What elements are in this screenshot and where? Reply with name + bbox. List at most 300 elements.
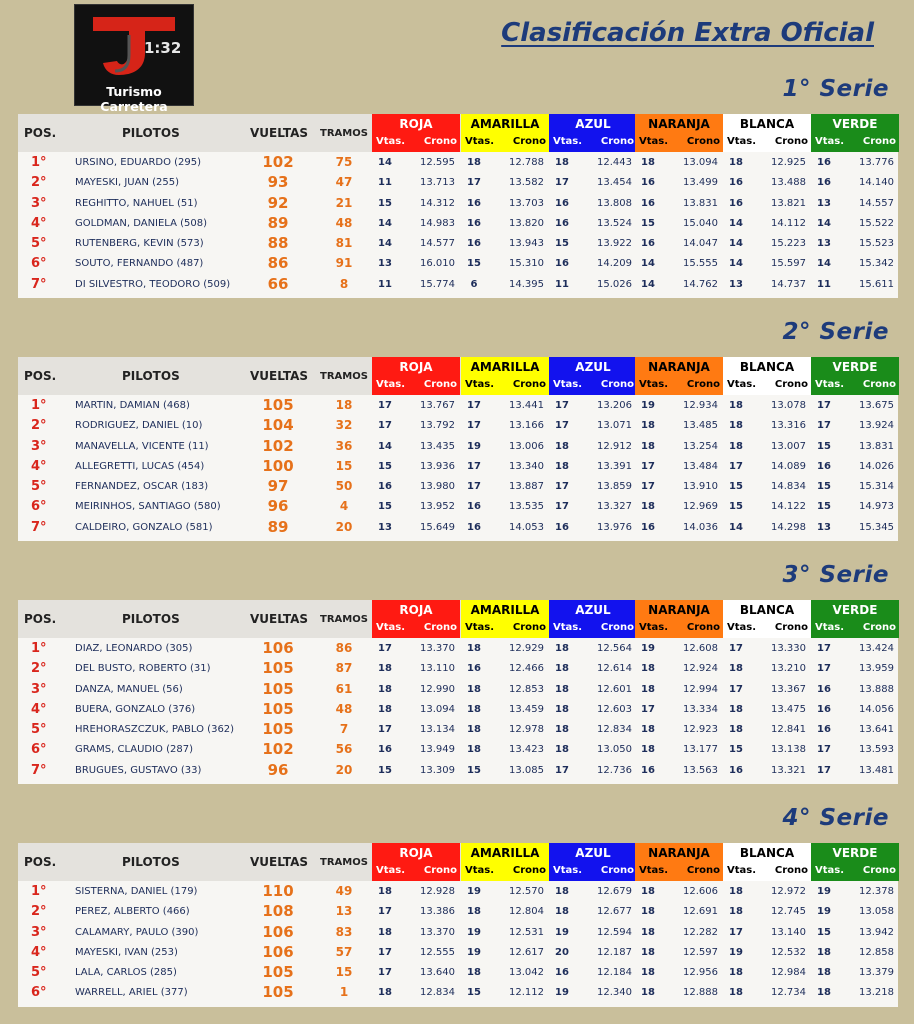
row-lane-vueltas: 17	[467, 481, 481, 493]
row-lane-crono: 13.481	[859, 764, 894, 776]
row-lane-crono: 13.943	[509, 238, 544, 250]
row-lane-vueltas: 17	[467, 177, 481, 189]
row-lane-vueltas: 13	[729, 278, 743, 290]
row-vueltas: 96	[267, 760, 289, 779]
row-piloto: DIAZ, LEONARDO (305)	[75, 643, 193, 654]
serie-title: 2° Serie	[782, 319, 889, 345]
row-tramos: 4	[339, 499, 349, 514]
row-tramos: 49	[335, 884, 353, 898]
serie-title: 1° Serie	[782, 76, 889, 102]
row-lane-crono: 13.007	[771, 440, 806, 452]
row-lane-vueltas: 19	[467, 886, 481, 897]
lane-crono-label: Crono	[686, 622, 720, 633]
row-lane-vueltas: 17	[378, 420, 392, 432]
lane-vtas-label: Vtas.	[639, 379, 669, 390]
lane-name: ROJA	[399, 117, 433, 131]
row-position: 3°	[31, 438, 47, 454]
row-lane-crono: 14.298	[771, 521, 806, 533]
row-lane-vueltas: 18	[467, 744, 481, 756]
row-tramos: 21	[335, 195, 353, 210]
row-tramos: 83	[335, 924, 353, 939]
row-piloto: MAYESKI, IVAN (253)	[75, 946, 178, 958]
header-pilotos: PILOTOS	[122, 612, 180, 626]
row-lane-crono: 13.485	[683, 420, 718, 432]
row-lane-crono: 12.934	[683, 400, 718, 411]
row-lane-vueltas: 13	[817, 197, 831, 209]
lane-vtas-label: Vtas.	[639, 622, 669, 633]
lane-crono-label: Crono	[774, 136, 808, 147]
logo-brand-text: Turismo Carretera	[100, 84, 168, 114]
row-lane-vueltas: 14	[729, 238, 743, 250]
row-lane-vueltas: 15	[729, 744, 743, 756]
row-lane-vueltas: 18	[729, 886, 743, 897]
row-vueltas: 102	[262, 436, 294, 455]
row-piloto: GRAMS, CLAUDIO (287)	[75, 744, 193, 756]
row-lane-vueltas: 14	[641, 278, 655, 290]
lane-header-amarilla	[461, 843, 549, 881]
row-position: 4°	[31, 215, 47, 231]
row-lane-vueltas: 16	[555, 967, 569, 979]
row-tramos: 48	[335, 701, 353, 716]
row-lane-crono: 15.522	[859, 217, 894, 229]
row-tramos: 7	[339, 722, 349, 737]
header-pos: POS.	[24, 126, 57, 140]
lane-crono-label: Crono	[423, 865, 457, 876]
lane-vtas-label: Vtas.	[465, 865, 495, 876]
row-lane-crono: 13.776	[859, 157, 894, 168]
row-lane-crono: 13.254	[683, 440, 718, 452]
row-lane-crono: 12.595	[420, 157, 455, 168]
row-lane-vueltas: 19	[555, 926, 569, 938]
lane-vtas-label: Vtas.	[376, 136, 406, 147]
row-lane-crono: 13.340	[509, 460, 544, 472]
row-lane-vueltas: 18	[467, 157, 481, 168]
lane-header-amarilla	[461, 114, 549, 152]
row-lane-vueltas: 11	[555, 278, 569, 290]
lane-crono-label: Crono	[600, 136, 634, 147]
table-header	[18, 357, 898, 395]
row-lane-crono: 13.367	[771, 683, 806, 695]
lane-name: NARANJA	[648, 846, 710, 860]
lane-crono-label: Crono	[600, 622, 634, 633]
lane-name: ROJA	[399, 360, 433, 374]
lane-crono-label: Crono	[512, 136, 546, 147]
row-lane-crono: 13.922	[597, 238, 632, 250]
row-lane-vueltas: 18	[641, 157, 655, 168]
row-lane-vueltas: 17	[817, 400, 831, 411]
row-lane-vueltas: 16	[729, 764, 743, 776]
row-lane-vueltas: 15	[378, 764, 392, 776]
lane-header-roja	[372, 843, 460, 881]
lane-header-naranja	[635, 843, 723, 881]
row-lane-crono: 12.788	[509, 157, 544, 168]
row-lane-vueltas: 14	[641, 258, 655, 270]
row-lane-vueltas: 17	[555, 764, 569, 776]
row-lane-crono: 12.994	[683, 683, 718, 695]
header-pos: POS.	[24, 612, 57, 626]
row-lane-crono: 13.888	[859, 683, 894, 695]
lane-crono-label: Crono	[512, 865, 546, 876]
row-lane-vueltas: 19	[641, 400, 655, 411]
row-lane-crono: 12.841	[771, 724, 806, 736]
row-lane-crono: 14.557	[859, 197, 894, 209]
lane-vtas-label: Vtas.	[727, 379, 757, 390]
row-lane-crono: 13.499	[683, 177, 718, 189]
row-lane-crono: 12.614	[597, 663, 632, 675]
row-lane-vueltas: 15	[817, 926, 831, 938]
row-vueltas: 92	[267, 193, 289, 212]
header-tramos: TRAMOS	[320, 371, 368, 382]
row-lane-crono: 13.475	[771, 703, 806, 715]
row-lane-crono: 12.978	[509, 724, 544, 736]
row-lane-vueltas: 17	[378, 946, 392, 958]
row-lane-crono: 13.767	[420, 400, 455, 411]
row-lane-crono: 13.327	[597, 501, 632, 513]
row-lane-crono: 13.370	[420, 643, 455, 654]
row-lane-vueltas: 13	[378, 521, 392, 533]
row-lane-vueltas: 18	[641, 683, 655, 695]
row-lane-vueltas: 18	[555, 724, 569, 736]
row-lane-crono: 12.736	[597, 764, 632, 776]
row-lane-vueltas: 18	[378, 683, 392, 695]
row-lane-crono: 15.223	[771, 238, 806, 250]
row-lane-vueltas: 17	[467, 420, 481, 432]
row-lane-crono: 13.138	[771, 744, 806, 756]
row-lane-vueltas: 17	[641, 703, 655, 715]
table-row	[18, 233, 898, 253]
row-lane-crono: 13.177	[683, 744, 718, 756]
row-lane-vueltas: 17	[467, 400, 481, 411]
lane-header-verde	[811, 600, 899, 638]
row-piloto: HREHORASZCZUK, PABLO (362)	[75, 724, 235, 736]
header-pilotos: PILOTOS	[122, 855, 180, 869]
row-lane-vueltas: 18	[641, 926, 655, 938]
row-lane-vueltas: 13	[378, 258, 392, 270]
lane-crono-label: Crono	[862, 865, 896, 876]
row-lane-crono: 15.026	[597, 278, 632, 290]
row-lane-vueltas: 17	[729, 460, 743, 472]
row-lane-vueltas: 17	[729, 683, 743, 695]
row-lane-crono: 13.435	[420, 440, 455, 452]
row-piloto: BUERA, GONZALO (376)	[75, 703, 196, 715]
row-lane-crono: 14.056	[859, 703, 894, 715]
row-lane-crono: 13.454	[597, 177, 632, 189]
lane-header-naranja	[635, 357, 723, 395]
row-lane-vueltas: 18	[555, 440, 569, 452]
row-lane-vueltas: 18	[467, 683, 481, 695]
row-lane-crono: 12.912	[597, 440, 632, 452]
row-position: 1°	[31, 155, 47, 170]
lane-crono-label: Crono	[423, 379, 457, 390]
row-lane-crono: 12.972	[771, 886, 806, 897]
row-tramos: 91	[335, 256, 353, 271]
row-lane-crono: 13.936	[420, 460, 455, 472]
row-lane-crono: 14.762	[683, 278, 718, 290]
row-lane-vueltas: 16	[817, 683, 831, 695]
row-lane-crono: 13.006	[509, 440, 544, 452]
header-vueltas: VUELTAS	[250, 369, 309, 383]
row-lane-crono: 12.112	[509, 987, 544, 999]
row-lane-vueltas: 20	[555, 946, 569, 958]
header-vueltas: VUELTAS	[250, 612, 309, 626]
table-row	[18, 415, 898, 435]
table-header	[18, 114, 898, 152]
header-pilotos: PILOTOS	[122, 369, 180, 383]
row-position: 6°	[31, 742, 47, 758]
row-lane-vueltas: 18	[555, 663, 569, 675]
table-row	[18, 274, 898, 294]
row-lane-vueltas: 15	[555, 238, 569, 250]
row-lane-vueltas: 17	[378, 400, 392, 411]
lane-vtas-label: Vtas.	[639, 865, 669, 876]
serie-table	[18, 600, 898, 784]
header-pilotos: PILOTOS	[122, 126, 180, 140]
row-tramos: 15	[335, 965, 353, 980]
row-lane-vueltas: 17	[817, 643, 831, 654]
row-lane-crono: 13.792	[420, 420, 455, 432]
row-lane-crono: 12.969	[683, 501, 718, 513]
row-lane-crono: 13.423	[509, 744, 544, 756]
serie-table	[18, 843, 898, 1007]
row-lane-vueltas: 18	[729, 420, 743, 432]
row-lane-crono: 13.484	[683, 460, 718, 472]
row-lane-vueltas: 19	[555, 987, 569, 999]
row-lane-vueltas: 18	[555, 906, 569, 918]
row-lane-crono: 12.928	[420, 886, 455, 897]
row-lane-vueltas: 16	[641, 764, 655, 776]
row-lane-crono: 13.071	[597, 420, 632, 432]
row-lane-vueltas: 18	[641, 420, 655, 432]
lane-name: AZUL	[575, 117, 611, 131]
table-row	[18, 901, 898, 921]
row-lane-crono: 13.309	[420, 764, 455, 776]
row-lane-crono: 15.310	[509, 258, 544, 270]
row-lane-crono: 13.058	[859, 906, 894, 918]
row-lane-vueltas: 18	[641, 663, 655, 675]
row-lane-vueltas: 18	[817, 987, 831, 999]
table-header	[18, 843, 898, 881]
row-lane-crono: 13.821	[771, 197, 806, 209]
row-lane-crono: 13.949	[420, 744, 455, 756]
row-lane-crono: 13.441	[509, 400, 544, 411]
table-row	[18, 213, 898, 233]
row-lane-vueltas: 16	[467, 521, 481, 533]
row-lane-vueltas: 18	[555, 643, 569, 654]
table-row	[18, 679, 898, 699]
row-position: 1°	[31, 884, 47, 899]
row-lane-crono: 14.112	[771, 217, 806, 229]
row-lane-vueltas: 16	[378, 744, 392, 756]
row-lane-vueltas: 16	[641, 238, 655, 250]
row-piloto: REGHITTO, NAHUEL (51)	[75, 197, 198, 209]
row-lane-vueltas: 16	[555, 217, 569, 229]
row-lane-vueltas: 18	[555, 157, 569, 168]
lane-crono-label: Crono	[862, 622, 896, 633]
row-lane-vueltas: 15	[378, 197, 392, 209]
row-piloto: MARTIN, DAMIAN (468)	[75, 400, 190, 411]
row-lane-vueltas: 16	[641, 177, 655, 189]
table-row	[18, 658, 898, 678]
table-header	[18, 600, 898, 638]
lane-name: AMARILLA	[470, 846, 540, 860]
header-tramos: TRAMOS	[320, 857, 368, 868]
row-position: 3°	[31, 924, 47, 940]
row-lane-vueltas: 15	[467, 987, 481, 999]
row-lane-vueltas: 18	[467, 967, 481, 979]
lane-vtas-label: Vtas.	[727, 865, 757, 876]
lane-header-roja	[372, 114, 460, 152]
row-lane-crono: 13.140	[771, 926, 806, 938]
row-lane-vueltas: 15	[729, 481, 743, 493]
row-lane-vueltas: 16	[817, 724, 831, 736]
row-lane-crono: 15.314	[859, 481, 894, 493]
row-vueltas: 86	[267, 254, 289, 273]
lane-crono-label: Crono	[423, 622, 457, 633]
row-lane-vueltas: 15	[817, 501, 831, 513]
row-lane-crono: 15.555	[683, 258, 718, 270]
turismo-carretera-logo	[74, 4, 194, 114]
row-tramos: 13	[335, 904, 353, 919]
row-piloto: DEL BUSTO, ROBERTO (31)	[75, 663, 211, 675]
lane-name: NARANJA	[648, 360, 710, 374]
lane-header-azul	[549, 843, 637, 881]
row-lane-crono: 15.342	[859, 258, 894, 270]
row-lane-crono: 13.593	[859, 744, 894, 756]
row-lane-crono: 12.570	[509, 886, 544, 897]
row-tramos: 20	[335, 519, 353, 534]
row-lane-crono: 12.858	[859, 946, 894, 958]
table-row	[18, 881, 898, 901]
lane-vtas-label: Vtas.	[553, 379, 583, 390]
row-piloto: DI SILVESTRO, TEODORO (509)	[75, 278, 231, 290]
header-vueltas: VUELTAS	[250, 126, 309, 140]
row-lane-crono: 14.312	[420, 197, 455, 209]
row-lane-vueltas: 18	[555, 703, 569, 715]
lane-header-verde	[811, 114, 899, 152]
table-row	[18, 253, 898, 273]
row-tramos: 1	[339, 985, 349, 1000]
row-lane-crono: 13.808	[597, 197, 632, 209]
row-lane-crono: 13.206	[597, 400, 632, 411]
lane-name: AZUL	[575, 603, 611, 617]
row-lane-crono: 12.853	[509, 683, 544, 695]
row-lane-vueltas: 11	[378, 177, 392, 189]
row-lane-crono: 14.973	[859, 501, 894, 513]
row-lane-crono: 13.910	[683, 481, 718, 493]
row-lane-vueltas: 18	[817, 967, 831, 979]
row-lane-vueltas: 17	[555, 481, 569, 493]
row-position: 5°	[31, 479, 47, 495]
row-lane-crono: 14.036	[683, 521, 718, 533]
row-lane-vueltas: 18	[729, 987, 743, 999]
row-lane-vueltas: 16	[641, 197, 655, 209]
row-lane-vueltas: 17	[729, 926, 743, 938]
row-lane-crono: 12.564	[597, 643, 632, 654]
row-piloto: SISTERNA, DANIEL (179)	[75, 886, 198, 897]
row-lane-vueltas: 16	[467, 197, 481, 209]
row-lane-crono: 15.040	[683, 217, 718, 229]
header-pos: POS.	[24, 855, 57, 869]
row-position: 7°	[31, 276, 47, 292]
row-lane-crono: 12.378	[859, 886, 894, 897]
row-vueltas: 105	[262, 720, 294, 739]
lane-crono-label: Crono	[423, 136, 457, 147]
row-position: 4°	[31, 701, 47, 717]
lane-vtas-label: Vtas.	[553, 622, 583, 633]
lane-name: AZUL	[575, 360, 611, 374]
row-lane-vueltas: 16	[467, 501, 481, 513]
lane-vtas-label: Vtas.	[815, 136, 845, 147]
row-piloto: MAYESKI, JUAN (255)	[75, 177, 179, 189]
lane-header-blanca	[723, 600, 811, 638]
lane-crono-label: Crono	[600, 865, 634, 876]
row-vueltas: 89	[267, 517, 289, 536]
row-position: 2°	[31, 175, 47, 191]
row-lane-vueltas: 15	[378, 460, 392, 472]
row-tramos: 87	[335, 661, 353, 676]
row-lane-crono: 13.210	[771, 663, 806, 675]
row-lane-crono: 13.334	[683, 703, 718, 715]
row-piloto: MANAVELLA, VICENTE (11)	[75, 440, 209, 452]
row-lane-crono: 13.675	[859, 400, 894, 411]
lane-vtas-label: Vtas.	[465, 379, 495, 390]
row-lane-vueltas: 18	[729, 663, 743, 675]
row-vueltas: 105	[262, 699, 294, 718]
lane-name: AZUL	[575, 846, 611, 860]
row-lane-vueltas: 17	[378, 724, 392, 736]
row-lane-vueltas: 18	[555, 744, 569, 756]
row-tramos: 81	[335, 236, 353, 251]
row-lane-crono: 13.085	[509, 764, 544, 776]
row-piloto: ALLEGRETTI, LUCAS (454)	[75, 460, 205, 472]
row-lane-vueltas: 17	[555, 400, 569, 411]
row-lane-vueltas: 18	[378, 886, 392, 897]
row-lane-crono: 14.737	[771, 278, 806, 290]
serie-table	[18, 114, 898, 298]
row-lane-vueltas: 18	[378, 987, 392, 999]
row-tramos: 36	[335, 438, 353, 453]
row-lane-crono: 15.649	[420, 521, 455, 533]
lane-vtas-label: Vtas.	[815, 622, 845, 633]
row-position: 7°	[31, 762, 47, 778]
row-lane-crono: 14.209	[597, 258, 632, 270]
row-piloto: URSINO, EDUARDO (295)	[75, 157, 202, 168]
row-lane-crono: 13.831	[859, 440, 894, 452]
row-lane-vueltas: 15	[467, 258, 481, 270]
row-lane-crono: 14.053	[509, 521, 544, 533]
row-tramos: 57	[335, 944, 353, 959]
row-lane-crono: 14.395	[509, 278, 544, 290]
row-piloto: GOLDMAN, DANIELA (508)	[75, 217, 208, 229]
row-position: 6°	[31, 256, 47, 272]
row-position: 4°	[31, 944, 47, 960]
row-lane-vueltas: 17	[555, 177, 569, 189]
lane-vtas-label: Vtas.	[639, 136, 669, 147]
row-lane-vueltas: 14	[378, 157, 392, 168]
row-lane-vueltas: 11	[378, 278, 392, 290]
row-lane-vueltas: 15	[817, 440, 831, 452]
lane-header-naranja	[635, 114, 723, 152]
row-lane-vueltas: 19	[467, 946, 481, 958]
row-vueltas: 96	[267, 497, 289, 516]
row-lane-crono: 12.679	[597, 886, 632, 897]
row-vueltas: 93	[267, 173, 289, 192]
row-vueltas: 105	[262, 679, 294, 698]
row-lane-crono: 13.391	[597, 460, 632, 472]
lane-name: BLANCA	[739, 360, 795, 374]
row-lane-vueltas: 18	[378, 703, 392, 715]
row-tramos: 75	[335, 155, 353, 169]
